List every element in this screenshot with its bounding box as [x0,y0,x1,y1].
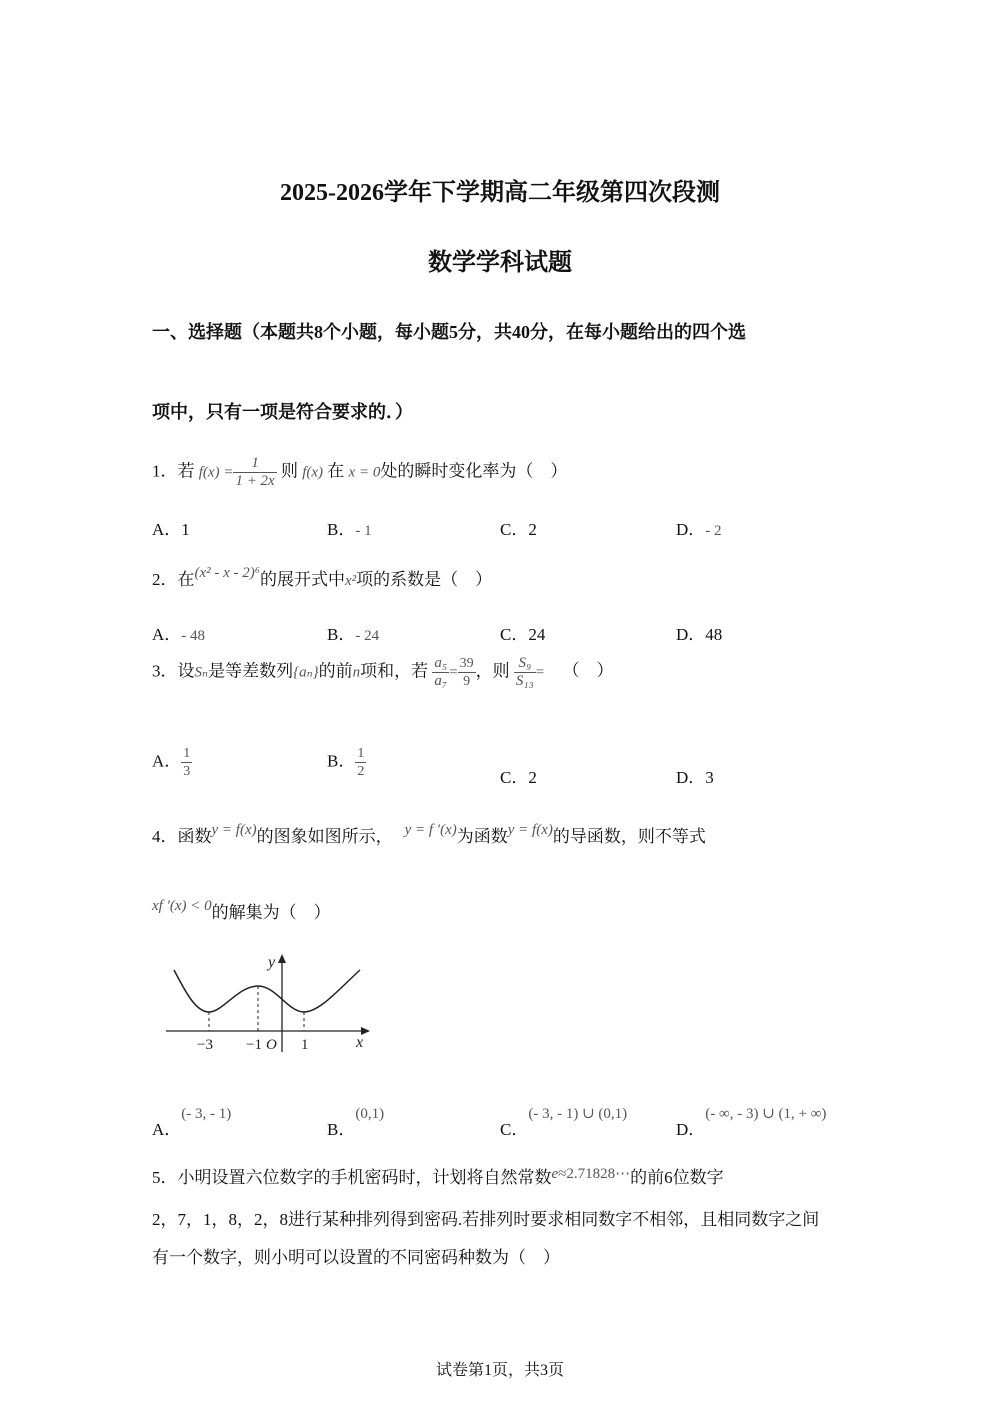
q3-option-c[interactable] [500,763,537,788]
q1-text-tail: 处的瞬时变化率为（ ） [380,461,568,481]
exam-subtitle: 数学学科试题 [428,250,572,276]
option-label: C． [500,1120,529,1139]
q4-option-a[interactable] [152,1098,232,1139]
frac-num: a₅ [434,655,448,671]
q3-eq2: = [535,664,545,681]
option-value: 3 [705,768,714,787]
q1-option-a[interactable] [152,515,190,540]
function-curve [174,970,360,1012]
q1-text-at: 在 [327,461,345,481]
q4-expr-4: xf ′(x) < 0 [152,898,212,914]
option-label: D． [676,1120,706,1139]
option-label: A． [152,625,182,644]
option-value: (- 3, - 1) [181,1106,232,1122]
q5-text-a: 5．小明设置六位数字的手机密码时，计划将自然常数 [152,1168,552,1187]
tick-minus-1: −1 [246,1037,262,1053]
option-label: C． [500,625,529,644]
q4-text-2: 为函数 [456,827,508,846]
q2-option-b[interactable] [327,620,379,645]
option-label: C． [500,768,529,787]
q1-function: f(x) = [198,464,234,481]
frac-num: 1 [183,746,191,761]
q4-expr-2: y = f ′(x) [404,822,457,838]
q1-text-mid: 则 [280,461,298,481]
x-label: x [356,1034,364,1051]
option-label: B． [327,1120,356,1139]
q3-frac-39-9 [458,655,476,690]
option-value: - 48 [181,628,206,644]
q3-option-b[interactable] [327,745,366,780]
q3-text-4: ，则 [475,661,510,681]
q4-function-graph [160,948,380,1058]
option-label: D． [676,520,706,539]
q2-text-mid: 的展开式中 [260,570,346,589]
option-label: C． [500,520,529,539]
question-1 [152,455,567,490]
section-heading-line1: 一、选择题（本题共8个小题，每小题5分，共40分，在每小题给出的四个选 [152,322,746,342]
exam-title: 2025-2026学年下学期高二年级第四次段测 [280,180,720,206]
option-value: - 2 [705,523,722,539]
option-label: D． [676,768,706,787]
q3-an: {aₙ} [293,664,319,681]
option-value: 2 [528,520,537,539]
q3-frac-a5-a7 [432,655,449,690]
frac-den: 3 [183,764,191,779]
option-value: - 1 [355,523,372,539]
q1-option-b[interactable] [327,515,372,540]
q4-text-1: 的图象如图所示， [256,827,393,846]
question-3 [152,655,614,690]
q4-expr-1: y = f(x) [211,822,257,838]
y-label: y [268,954,276,971]
q4-text-4: 的解集为（ ） [211,903,331,922]
q1-fx: f(x) [302,464,324,481]
option-fraction [181,745,192,780]
q1-fraction [233,455,276,490]
y-axis-arrow [278,954,286,963]
question-2 [152,565,492,590]
option-value: 48 [705,625,723,644]
option-label: B． [327,625,356,644]
q4-option-d[interactable] [676,1098,827,1139]
q3-number: 3．设 [152,661,195,681]
question-4-line1 [152,822,706,847]
q3-n: n [352,664,361,681]
frac-num: S₉ [514,655,536,673]
q3-eq1: = [449,664,458,681]
frac-den: 2 [357,764,365,779]
frac-num: 39 [459,656,474,671]
tick-1: 1 [301,1037,309,1053]
q3-text-2: 的前 [318,661,353,681]
option-value: - 24 [355,628,380,644]
option-label: A． [152,520,182,539]
option-value: 2 [528,768,537,787]
q4-option-c[interactable] [500,1098,628,1139]
q2-x2: x² [345,573,357,589]
option-fraction [355,745,366,780]
page-footer: 试卷第1页，共3页 [435,1362,564,1379]
option-value: (- ∞, - 3) ∪ (1, + ∞) [705,1106,827,1122]
frac-num: 1 [357,746,365,761]
q1-x0: x = 0 [348,464,381,481]
option-label: A． [152,1120,182,1139]
option-value: 24 [528,625,546,644]
q4-expr-3: y = f(x) [507,822,553,838]
q2-option-c[interactable] [500,620,545,645]
frac-den: a₇ [434,673,448,689]
origin-label: O [266,1037,277,1053]
q5-e: e [551,1166,559,1182]
q2-option-d[interactable] [676,620,722,645]
section-heading-line2: 项中，只有一项是符合要求的．） [152,402,413,422]
q1-option-c[interactable] [500,515,537,540]
option-value: (0,1) [355,1106,385,1122]
tick-minus-3: −3 [197,1037,213,1053]
option-label: A． [152,751,182,771]
q4-text-3: 的导函数，则不等式 [552,827,706,846]
q2-number: 2．在 [152,570,195,589]
q4-option-b[interactable] [327,1098,385,1139]
q3-text-3: 项和，若 [360,661,429,681]
question-5-line1 [152,1163,724,1188]
q5-text-b: 的前6位数字 [630,1168,724,1187]
q2-expression: (x² - x - 2)⁶ [194,565,261,581]
q5-approx: ≈2.71828⋯ [558,1166,631,1182]
q3-text-1: 是等差数列 [208,661,294,681]
option-value: 1 [181,520,190,539]
frac-den: S₁₃ [515,673,534,689]
option-label: B． [327,751,356,771]
option-label: B． [327,520,356,539]
q1-frac-num: 1 [233,455,276,473]
q3-option-a[interactable] [152,745,192,780]
question-4-line2 [152,898,331,923]
q3-text-tail: （ ） [562,661,614,681]
frac-den: 9 [463,674,471,689]
question-5-line2: 2，7，1，8，2，8进行某种排列得到密码.若排列时要求相同数字不相邻，且相同数字之间 [152,1210,820,1229]
q1-option-d[interactable] [676,515,722,540]
q1-frac-den: 1 + 2x [235,473,275,489]
q3-option-d[interactable] [676,763,714,788]
q3-frac-s9-s13 [514,655,536,690]
option-label: D． [676,625,706,644]
q1-number: 1．若 [152,461,195,481]
q4-number: 4．函数 [152,827,212,846]
q3-sn: Sₙ [194,664,209,681]
option-value: (- 3, - 1) ∪ (0,1) [528,1106,628,1122]
q2-text-tail: 项的系数是（ ） [356,570,493,589]
q2-option-a[interactable] [152,620,205,645]
question-5-line3: 有一个数字，则小明可以设置的不同密码种数为（ ） [152,1248,560,1267]
